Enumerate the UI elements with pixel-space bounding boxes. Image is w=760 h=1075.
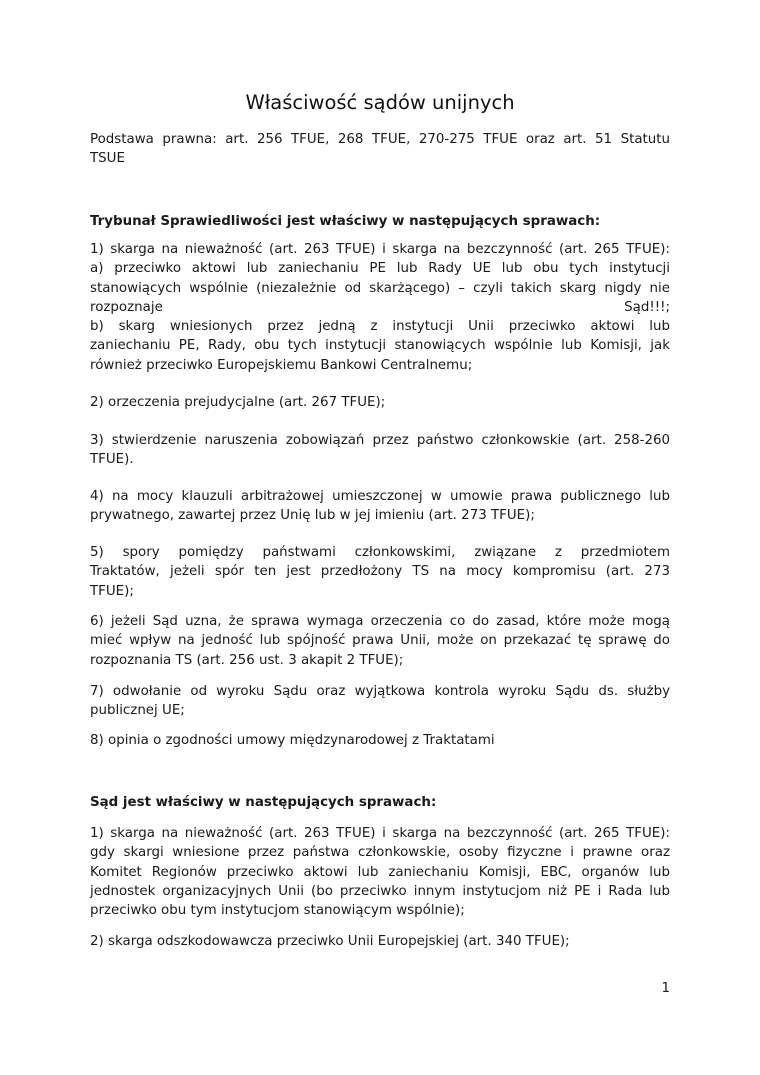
text-line: TSUE: [90, 151, 125, 167]
text-line: 8) opinia o zgodności umowy międzynarodowej z Traktatami: [90, 733, 495, 748]
text-line: zaniechaniu PE, Rady, obu tych instytucji stanowiących wspólnie lub Komisji, jak: [90, 338, 670, 354]
text-line: gdy skargi wniesione przez państwa członkowskie, osoby fizyczne i prawne oraz: [90, 845, 670, 861]
text-line: Sąd jest właściwy w następujących sprawach:: [90, 795, 437, 810]
text-line: 3) stwierdzenie naruszenia zobowiązań przez państwo członkowskie (art. 258-260: [90, 433, 670, 448]
paragraph: [90, 731, 670, 750]
text-line: również przeciwko Europejskiemu Bankowi Centralnemu;: [90, 357, 473, 373]
text-line: b) skarg wniesionych przez jedną z instytucji Unii przeciwko aktowi lub: [90, 319, 670, 335]
paragraph: [90, 543, 670, 601]
text-line: 7) odwołanie od wyroku Sądu oraz wyjątkowa kontrola wyroku Sądu ds. służby: [90, 684, 670, 699]
text-line: 2) orzeczenia prejudycjalne (art. 267 TFUE);: [90, 395, 386, 410]
text-line: Podstawa prawna: art. 256 TFUE, 268 TFUE, 270-275 TFUE oraz art. 51 Statutu: [90, 132, 670, 147]
paragraph: [90, 932, 670, 951]
paragraph: [90, 824, 670, 920]
section-heading: [90, 793, 670, 812]
paragraph: [90, 487, 670, 526]
paragraph: [90, 393, 670, 412]
text-line: mieć wpływ na jedność lub spójność prawa Unii, może on przekazać tę sprawę do: [90, 633, 670, 649]
text-line: prywatnego, zawartej przez Unię lub w jej imieniu (art. 273 TFUE);: [90, 508, 535, 524]
text-line: publicznej UE;: [90, 703, 185, 719]
text-line: TFUE).: [90, 452, 134, 468]
text-line: Trybunał Sprawiedliwości jest właściwy w następujących sprawach:: [90, 214, 601, 229]
text-line: Komitet Regionów przeciwko aktowi lub zaniechaniu Komisji, EBC, organów lub: [90, 864, 670, 880]
paragraph: [90, 240, 670, 375]
text-line: 4) na mocy klauzuli arbitrażowej umieszczonej w umowie prawa publicznego lub: [90, 489, 670, 504]
text-line: TFUE);: [90, 583, 134, 599]
text-line: 2) skarga odszkodowawcza przeciwko Unii Europejskiej (art. 340 TFUE);: [90, 934, 570, 949]
text-line: przeciwko obu tym instytucjom stanowiącym wspólnie);: [90, 903, 465, 919]
paragraph: [90, 682, 670, 721]
document-title: Właściwość sądów unijnych: [245, 91, 515, 114]
section-heading: [90, 212, 670, 231]
text-line: rozpoznaje Sąd!!!;: [90, 299, 670, 315]
page-number: 1: [661, 981, 670, 996]
text-line: jednostek organizacyjnych Unii (bo przeciwko innym instytucjom niż PE i Rada lub: [90, 883, 670, 899]
text-line: 6) jeżeli Sąd uzna, że sprawa wymaga orzeczenia co do zasad, które może mogą: [90, 614, 670, 629]
text-line: 1) skarga na nieważność (art. 263 TFUE) i skarga na bezczynność (art. 265 TFUE):: [90, 242, 670, 257]
text-line: Traktatów, jeżeli spór ten jest przedłożony TS na mocy kompromisu (art. 273: [90, 564, 670, 580]
text-line: a) przeciwko aktowi lub zaniechaniu PE lub Rady UE lub obu tych instytucji: [90, 261, 670, 277]
text-line: 1) skarga na nieważność (art. 263 TFUE) i skarga na bezczynność (art. 265 TFUE):: [90, 826, 670, 841]
text-line: 5) spory pomiędzy państwami członkowskimi, związane z przedmiotem: [90, 545, 670, 560]
text-line: rozpoznania TS (art. 256 ust. 3 akapit 2 TFUE);: [90, 652, 404, 668]
paragraph: [90, 612, 670, 670]
paragraph: [90, 130, 670, 169]
paragraph: [90, 431, 670, 470]
text-line: stanowiących wspólnie (niezależnie od skarżącego) – czyli takich skarg nigdy nie: [90, 280, 670, 296]
